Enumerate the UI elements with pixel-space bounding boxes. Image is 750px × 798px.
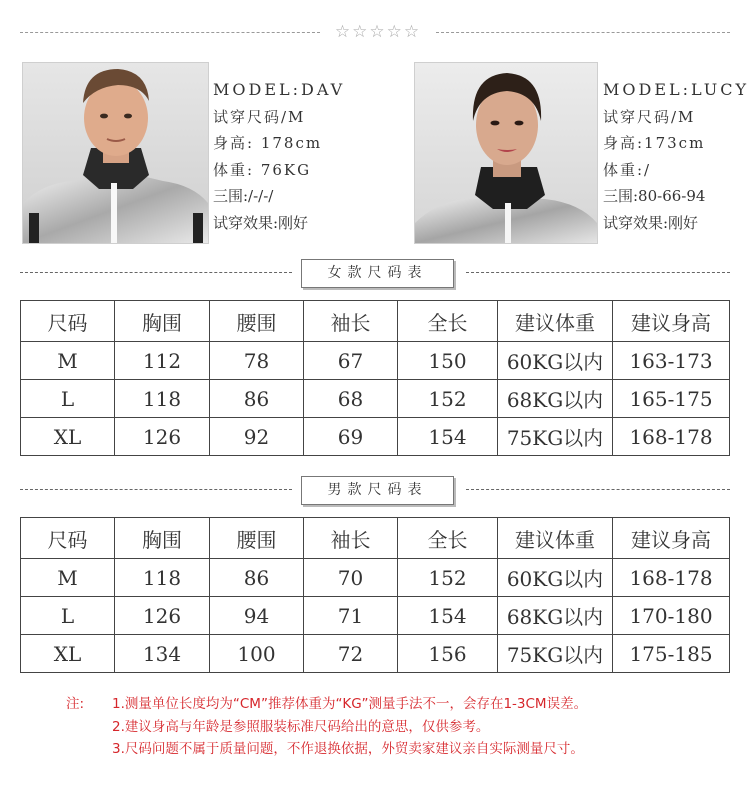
table-cell: 134: [115, 635, 210, 673]
note-text: 2.建议身高与年龄是参照服装标准尺码给出的意思，仅供参考。: [112, 718, 490, 735]
table-cell: 68: [304, 380, 398, 418]
table-cell: 86: [210, 559, 304, 597]
table-cell: 68KG以内: [498, 380, 613, 418]
table-cell: 60KG以内: [498, 342, 613, 380]
model-fit: 试穿效果:刚好: [603, 213, 699, 232]
table-cell: 170-180: [613, 597, 730, 635]
table-cell: 126: [115, 418, 210, 456]
table-cell: 152: [398, 380, 498, 418]
section-divider-right: [466, 272, 730, 273]
table-cell: 154: [398, 418, 498, 456]
top-divider-left: [20, 32, 320, 33]
table-cell: M: [21, 559, 115, 597]
star-rating-decoration: ☆☆☆☆☆: [334, 22, 422, 42]
table-cell: 69: [304, 418, 398, 456]
male-model-info: [213, 77, 345, 236]
table-cell: 150: [398, 342, 498, 380]
table-cell: 156: [398, 635, 498, 673]
table-row: [21, 342, 730, 380]
table-cell: 165-175: [613, 380, 730, 418]
header-cell: 建议身高: [613, 301, 730, 342]
table-cell: L: [21, 380, 115, 418]
section-divider-right: [466, 489, 730, 490]
model-weight: 体重: 76KG: [213, 160, 312, 179]
header-cell: 胸围: [115, 518, 210, 559]
table-cell: 78: [210, 342, 304, 380]
header-cell: 建议体重: [498, 518, 613, 559]
table-cell: 71: [304, 597, 398, 635]
table-row: [21, 559, 730, 597]
header-cell: 腰围: [210, 301, 304, 342]
table-row: [21, 597, 730, 635]
section-divider-left: [20, 272, 292, 273]
table-cell: 67: [304, 342, 398, 380]
model-height: 身高: 178cm: [213, 134, 323, 152]
model-measurements: 三围:80-66-94: [603, 187, 706, 205]
header-cell: 尺码: [21, 518, 115, 559]
table-cell: 75KG以内: [498, 418, 613, 456]
header-cell: 尺码: [21, 301, 115, 342]
table-cell: 92: [210, 418, 304, 456]
notes-label: 注:: [66, 696, 85, 712]
table-cell: XL: [21, 418, 115, 456]
table-header-row: [21, 518, 730, 559]
model-name: MODEL:LUCY: [603, 80, 750, 99]
header-cell: 腰围: [210, 518, 304, 559]
male-model-photo: [22, 62, 209, 244]
table-cell: 72: [304, 635, 398, 673]
table-cell: 86: [210, 380, 304, 418]
table-cell: 94: [210, 597, 304, 635]
table-header-row: [21, 301, 730, 342]
table-cell: 168-178: [613, 418, 730, 456]
table-cell: 68KG以内: [498, 597, 613, 635]
women-size-table: [20, 300, 730, 456]
header-cell: 胸围: [115, 301, 210, 342]
model-weight: 体重:/: [603, 160, 652, 179]
section-divider-left: [20, 489, 292, 490]
table-cell: 60KG以内: [498, 559, 613, 597]
note-line: [66, 738, 587, 761]
size-notes: [66, 693, 587, 761]
model-size: 试穿尺码/M: [603, 107, 696, 126]
table-cell: 112: [115, 342, 210, 380]
table-cell: XL: [21, 635, 115, 673]
header-cell: 建议身高: [613, 518, 730, 559]
note-line: [66, 693, 587, 716]
female-model-photo: [414, 62, 598, 244]
table-cell: 118: [115, 380, 210, 418]
table-cell: 163-173: [613, 342, 730, 380]
note-text: 3.尺码问题不属于质量问题，不作退换依据，外贸卖家建议亲自实际测量尺寸。: [112, 741, 584, 757]
table-cell: 70: [304, 559, 398, 597]
table-cell: 175-185: [613, 635, 730, 673]
note-text: 1.测量单位长度均为“CM”推荐体重为“KG”测量手法不一，会存在1-3CM误差。: [112, 696, 588, 712]
table-cell: 154: [398, 597, 498, 635]
table-cell: 126: [115, 597, 210, 635]
table-cell: L: [21, 597, 115, 635]
table-row: [21, 380, 730, 418]
table-row: [21, 418, 730, 456]
header-cell: 袖长: [304, 301, 398, 342]
header-cell: 袖长: [304, 518, 398, 559]
table-cell: 152: [398, 559, 498, 597]
note-line: [66, 716, 587, 739]
model-fit: 试穿效果:刚好: [213, 213, 309, 232]
table-row: [21, 635, 730, 673]
model-measurements: 三围:/-/-/: [213, 187, 274, 205]
men-size-table: [20, 517, 730, 673]
top-divider-right: [436, 32, 730, 33]
men-size-chart-title: 男款尺码表: [301, 476, 454, 505]
model-size: 试穿尺码/M: [213, 107, 306, 126]
table-cell: 100: [210, 635, 304, 673]
header-cell: 全长: [398, 301, 498, 342]
model-height: 身高:173cm: [603, 134, 706, 152]
female-model-info: [603, 77, 749, 236]
women-size-chart-title: 女款尺码表: [301, 259, 454, 288]
header-cell: 全长: [398, 518, 498, 559]
table-cell: 168-178: [613, 559, 730, 597]
table-cell: 75KG以内: [498, 635, 613, 673]
model-name: MODEL:DAV: [213, 80, 346, 99]
header-cell: 建议体重: [498, 301, 613, 342]
table-cell: 118: [115, 559, 210, 597]
table-cell: M: [21, 342, 115, 380]
